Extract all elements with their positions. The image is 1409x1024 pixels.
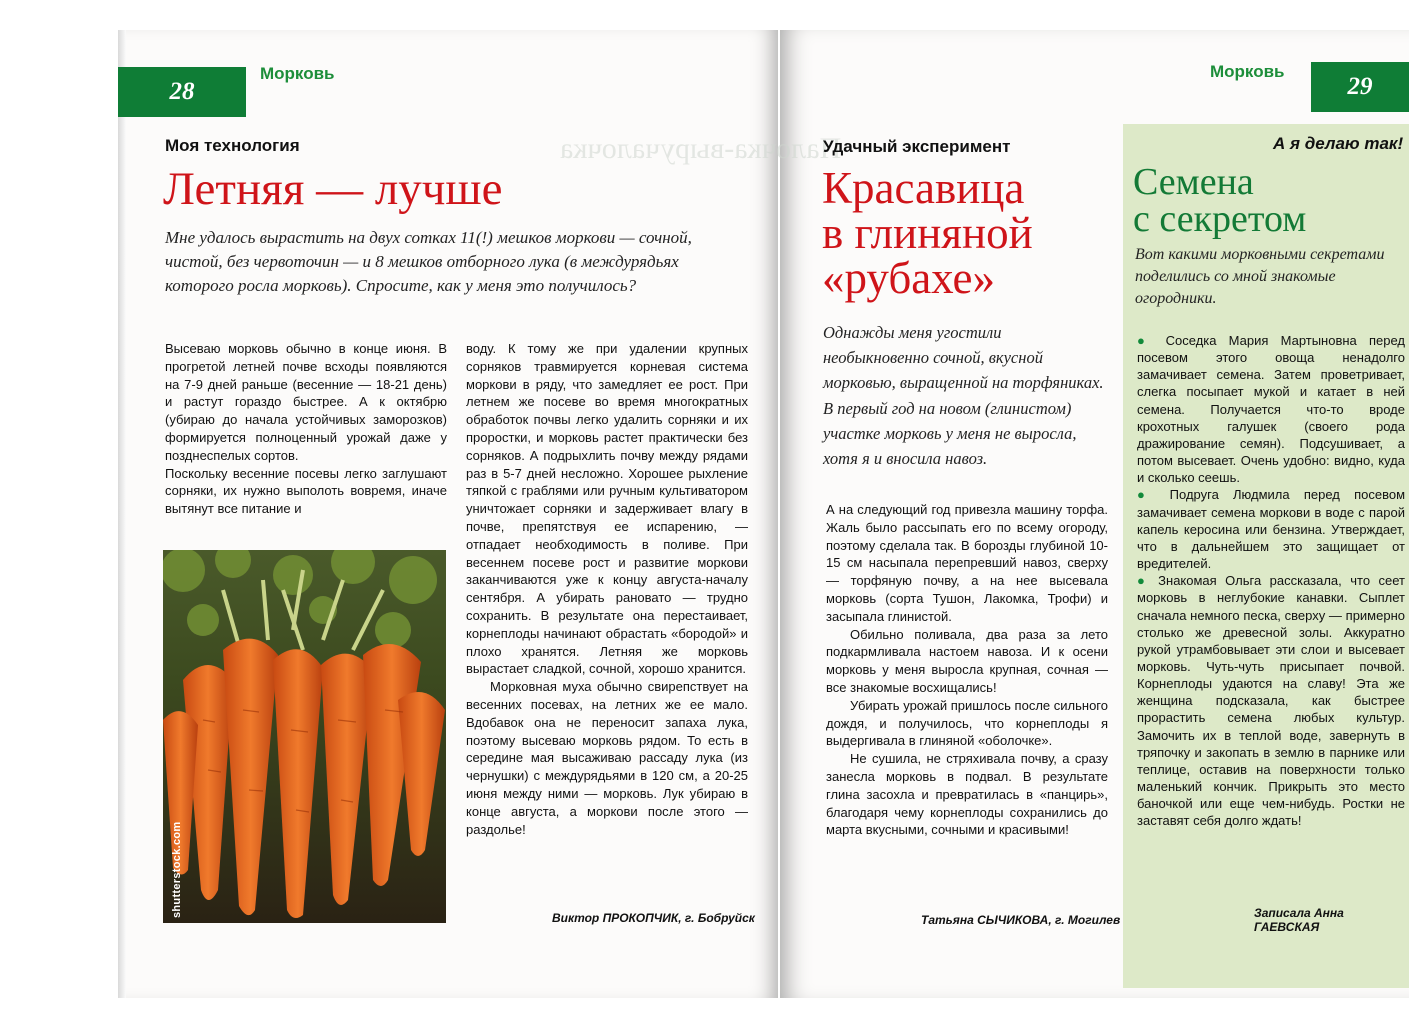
author-signature-sidebar: Записала Анна ГАЕВСКАЯ — [1254, 906, 1344, 934]
paragraph: Не сушила, не стряхивала почву, а сразу занесла морковь в подвал. В результате глина засохла и превратилась в «панцирь», благодаря чему корнеплоды сохранились до марта вкусными, сочными и красивыми! — [826, 751, 1108, 838]
sidebar-rubric: А я делаю так! — [1273, 134, 1404, 153]
article-column-1 — [165, 340, 447, 518]
lead-left: Мне удалось вырастить на двух сотках 11(!) мешков моркови — сочной, чистой, без червоточин — и 8 мешков отборного лука (в междурядьях которого росла морковь). Спросите, как у меня это получилось? — [165, 228, 692, 296]
author-signature-right: Татьяна СЫЧИКОВА, г. Могилев — [921, 913, 1121, 927]
paragraph: А на следующий год привезла машину торфа. Жаль было рассыпать его по всему огороду, поэтому сделала так. В борозды глубиной 10-15 см насыпала перепревший навоз, сверху — торфяную почву, а на нее высевала морковь (сорта Тушон, Лакомка, Трофи) и засыпала глинистой. — [826, 502, 1108, 624]
headline-line: в глиняной — [822, 208, 1033, 258]
carrot-bunch-illustration — [163, 550, 446, 923]
sidebar-headline — [1133, 161, 1307, 240]
page-number-29: 29 — [1311, 62, 1409, 112]
show-through-text: Палочка-выручалочка — [560, 132, 842, 165]
list-item: ● Знакомая Ольга рассказала, что сеет морковь в неглубокие канавки. Сыплет сначала немного песка, сверху — примерно столько же древесной золы. Аккуратно рукой утрамбовывает эти слои и высевает морковь. Чуть-чуть присыпает почвой. Корнеплоды удаются на славу! Эта же женщина подсказала, как быстрее прорастить семена любых культур. Замочить их в теплой воде, завернуть в тряпочку и закопать в землю в парнике или теплице, оставив на поверхности только маленький кончик. Прикрыть это место баночкой или еще чем-нибудь. Ростки не заставят себя долго ждать! — [1137, 573, 1405, 829]
section-label-left: Морковь — [260, 64, 335, 83]
headline-line: «рубахе» — [822, 253, 996, 303]
rubric-left: Моя технология — [165, 136, 300, 155]
paragraph: Убирать урожай пришлось после сильного дождя, и получилось, что корнеплоды я выдергивала в глиняной «оболочке». — [826, 697, 1108, 749]
paragraph: Обильно поливала, два раза за лето подкармливала настоем навоза. И к осени морковь у меня выросла крупная, сочная — все знакомые восхищались! — [826, 626, 1108, 695]
headline-line: Красавица — [822, 163, 1025, 213]
paragraph: воду. К тому же при удалении крупных сорняков травмируется корневая система моркови в ряду, что замедляет ее рост. При летнем же посеве во время многократных обработок почвы легко удалить сорняки и их проростки, и морковь растет практически без сорняков. А подрыхлить почву между рядами раз в 5-7 дней несложно. Хорошее рыхление тяпкой с граблями или ручным культиватором уничтожает сорняки и задерживает влагу в почве, препятствуя ее испарению, — отпадает необходимость в поливе. При весеннем посеве рост и развитие моркови заканчиваются уже к концу августа-началу сентября. А убирать рановато — трудно сохранить. В результате она перестаивает, корнеплоды начинают обрастать «бородой» и плохо хранятся. Летняя же морковь вырастает сладкой, сочной, хорошо хранится. — [466, 341, 748, 677]
headline-left: Летняя — лучше — [163, 163, 503, 215]
sidebar-lead: Вот какими морковными секретами поделились со мной знакомые огородники. — [1135, 246, 1385, 308]
lead-right: Однажды меня угостили необыкновенно сочной, вкусной морковью, выращенной на торфяниках. В первый год на новом (глинистом) участке морковь у меня не выросла, хотя я и вносила навоз. — [823, 323, 1104, 469]
bullet-icon: ● — [1137, 573, 1159, 589]
bullet-icon: ● — [1137, 333, 1166, 348]
page-number-28: 28 — [118, 67, 246, 117]
section-label-right: Морковь — [1210, 62, 1285, 81]
photo-credit: shutterstock.com — [171, 821, 183, 918]
headline-line: с секретом — [1133, 197, 1307, 240]
paragraph: Поскольку весенние посевы легко заглушают сорняки, их нужно выполоть вовремя, иначе вытянут все питание и — [165, 465, 447, 517]
paragraph: Морковная муха обычно свирепствует на весенних посевах, на летних же ее мало. Вдобавок она не переносит запаха лука, поэтому высеваю морковь рядом. То есть в середине мая высаживаю рассаду лука (из чернушки) с междурядьями в 120 см, а 20-25 июня между ними — морковь. Лук убираю в конце августа, а моркови после этого — раздолье! — [466, 679, 748, 837]
sidebar-tips — [1137, 332, 1405, 830]
author-signature-left: Виктор ПРОКОПЧИК, г. Бобруйск — [552, 911, 755, 925]
list-item: ● Подруга Людмила перед посевом замачивает семена моркови в воде с парой капель керосина или бензина. Утверждает, что в дальнейшем это защищает от вредителей. — [1137, 487, 1406, 572]
article-column-right — [826, 501, 1108, 839]
headline-line: Семена — [1133, 161, 1254, 203]
paragraph: Высеваю морковь обычно в конце июня. В прогретой летней почве всходы появляются на 7-9 дней раньше (весенние — 18-21 день) и растут гораздо быстрее. А к октябрю (убираю до начала устойчивых заморозков) формируется полноценный урожай даже у позднеспелых сортов. — [165, 341, 447, 463]
list-item: ● Соседка Мария Мартыновна перед посевом этого овоща ненадолго замачивает семена. Затем проветривает, слегка посыпает мукой и катает в ней семена. Получается что-то вроде крохотных галушек (своего рода дражирование семян). Подсушивает, а потом высевает. Очень удобно: видно, куда и сколько сеешь. — [1137, 333, 1406, 486]
page-edge — [118, 30, 126, 998]
bullet-icon: ● — [1137, 487, 1170, 503]
carrot-photo — [163, 550, 446, 923]
article-column-2 — [466, 340, 748, 838]
rubric-right: Удачный эксперимент — [823, 137, 1011, 156]
headline-right — [822, 163, 1033, 303]
